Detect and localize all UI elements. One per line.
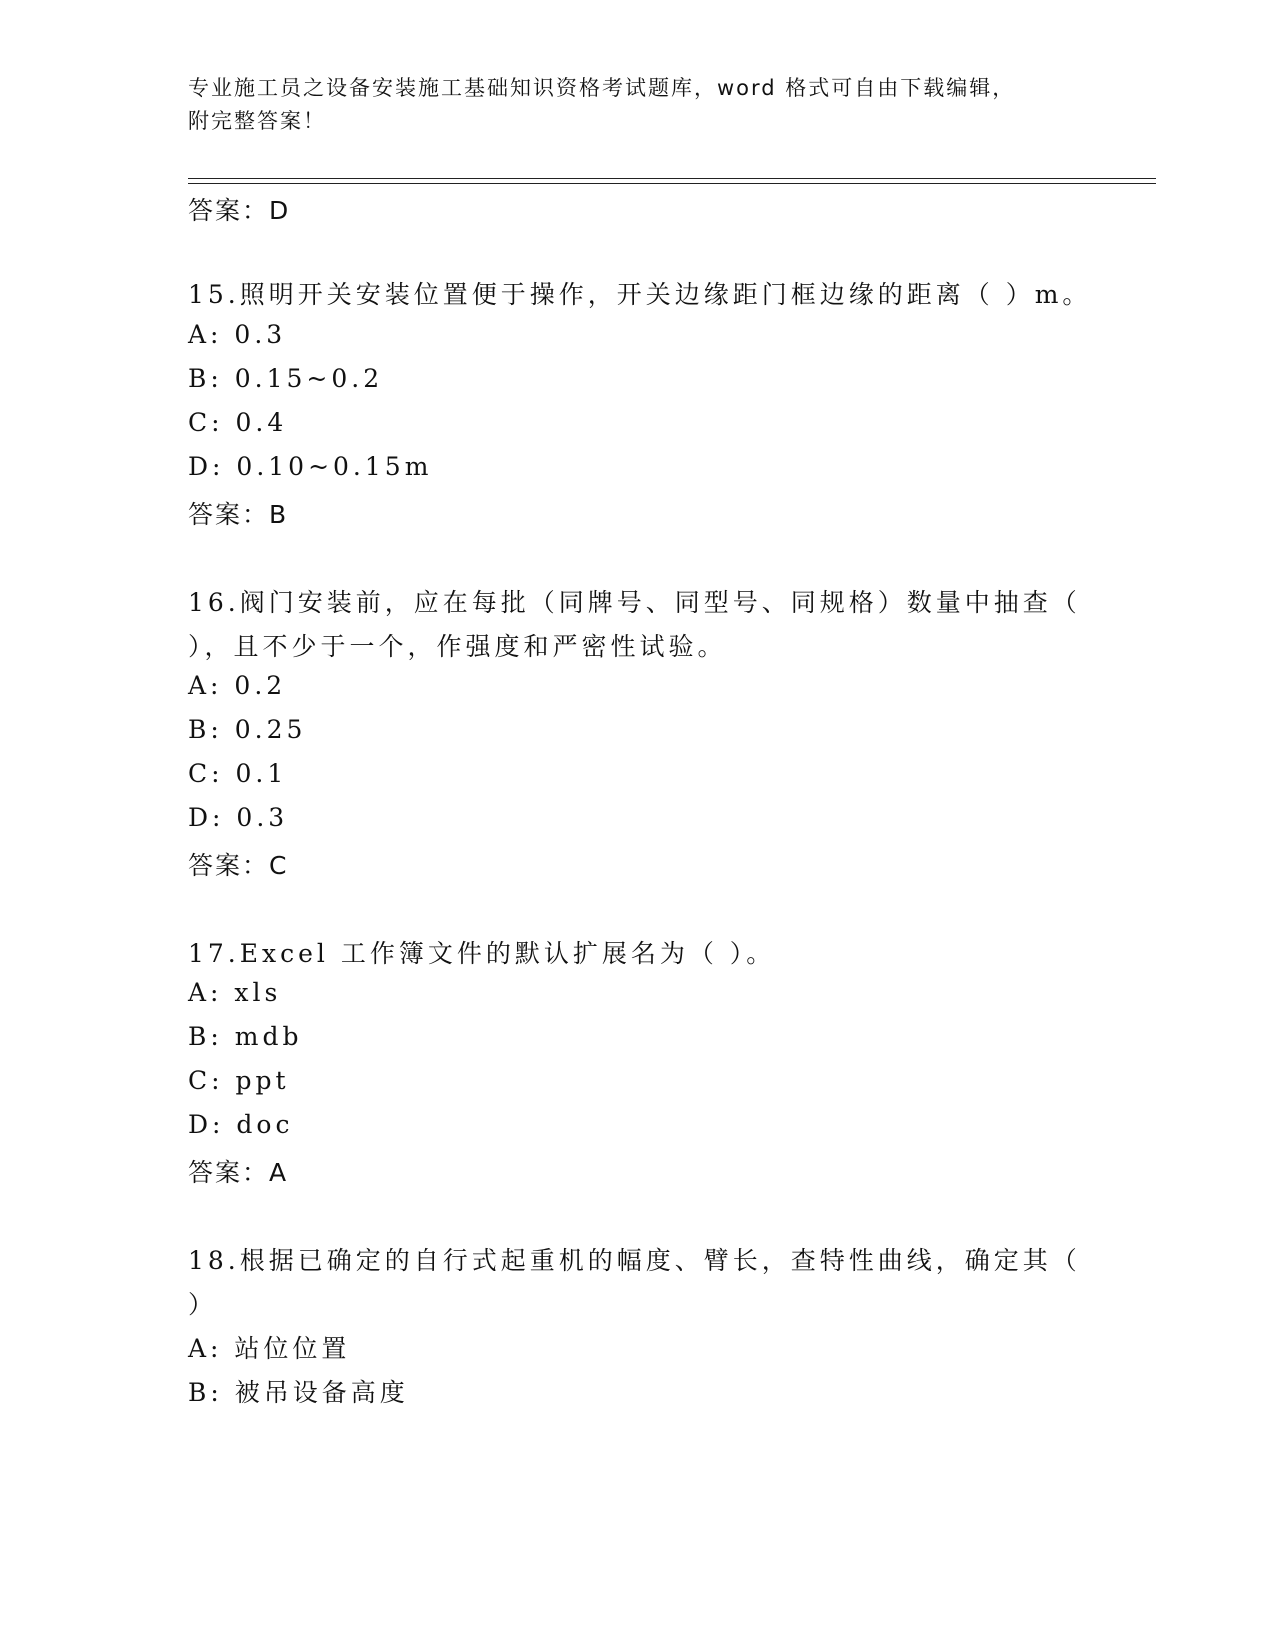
option-d: D: 0.10~0.15m xyxy=(188,452,433,481)
header-divider-top xyxy=(188,178,1156,179)
header-line-2: 附完整答案！ xyxy=(188,109,326,133)
document-header xyxy=(188,72,1088,138)
option-d: D: doc xyxy=(188,1110,294,1139)
header-line-1: 专业施工员之设备安装施工基础知识资格考试题库，word 格式可自由下载编辑， xyxy=(188,76,1016,100)
question-stem: 15.照明开关安装位置便于操作，开关边缘距门框边缘的距离（ ）m。 xyxy=(188,280,1092,309)
answer: 答案：A xyxy=(188,1158,289,1187)
question-stem: 16.阀门安装前，应在每批（同牌号、同型号、同规格）数量中抽查（ xyxy=(188,588,1081,617)
option-a: A: 0.3 xyxy=(188,320,287,349)
option-d: D: 0.3 xyxy=(188,803,289,832)
option-b: B: 被吊设备高度 xyxy=(188,1378,409,1407)
answer: 答案：C xyxy=(188,851,289,880)
header-divider-bottom xyxy=(188,183,1156,184)
question-stem: 18.根据已确定的自行式起重机的幅度、臂长，查特性曲线，确定其（ xyxy=(188,1246,1081,1275)
option-a: A: xls xyxy=(188,978,282,1007)
option-a: A: 0.2 xyxy=(188,671,287,700)
option-c: C: 0.1 xyxy=(188,759,288,788)
question-stem-continued: ） xyxy=(188,1290,218,1319)
option-b: B: 0.25 xyxy=(188,715,307,744)
option-b: B: mdb xyxy=(188,1022,303,1051)
answer: 答案：B xyxy=(188,500,289,529)
option-c: C: ppt xyxy=(188,1066,290,1095)
previous-answer: 答案：D xyxy=(188,196,291,225)
question-stem: 17.Excel 工作簿文件的默认扩展名为（ ）。 xyxy=(188,939,776,968)
option-c: C: 0.4 xyxy=(188,408,288,437)
option-b: B: 0.15~0.2 xyxy=(188,364,384,393)
option-a: A: 站位位置 xyxy=(188,1334,351,1363)
question-stem-continued: ），且不少于一个，作强度和严密性试验。 xyxy=(188,632,727,661)
